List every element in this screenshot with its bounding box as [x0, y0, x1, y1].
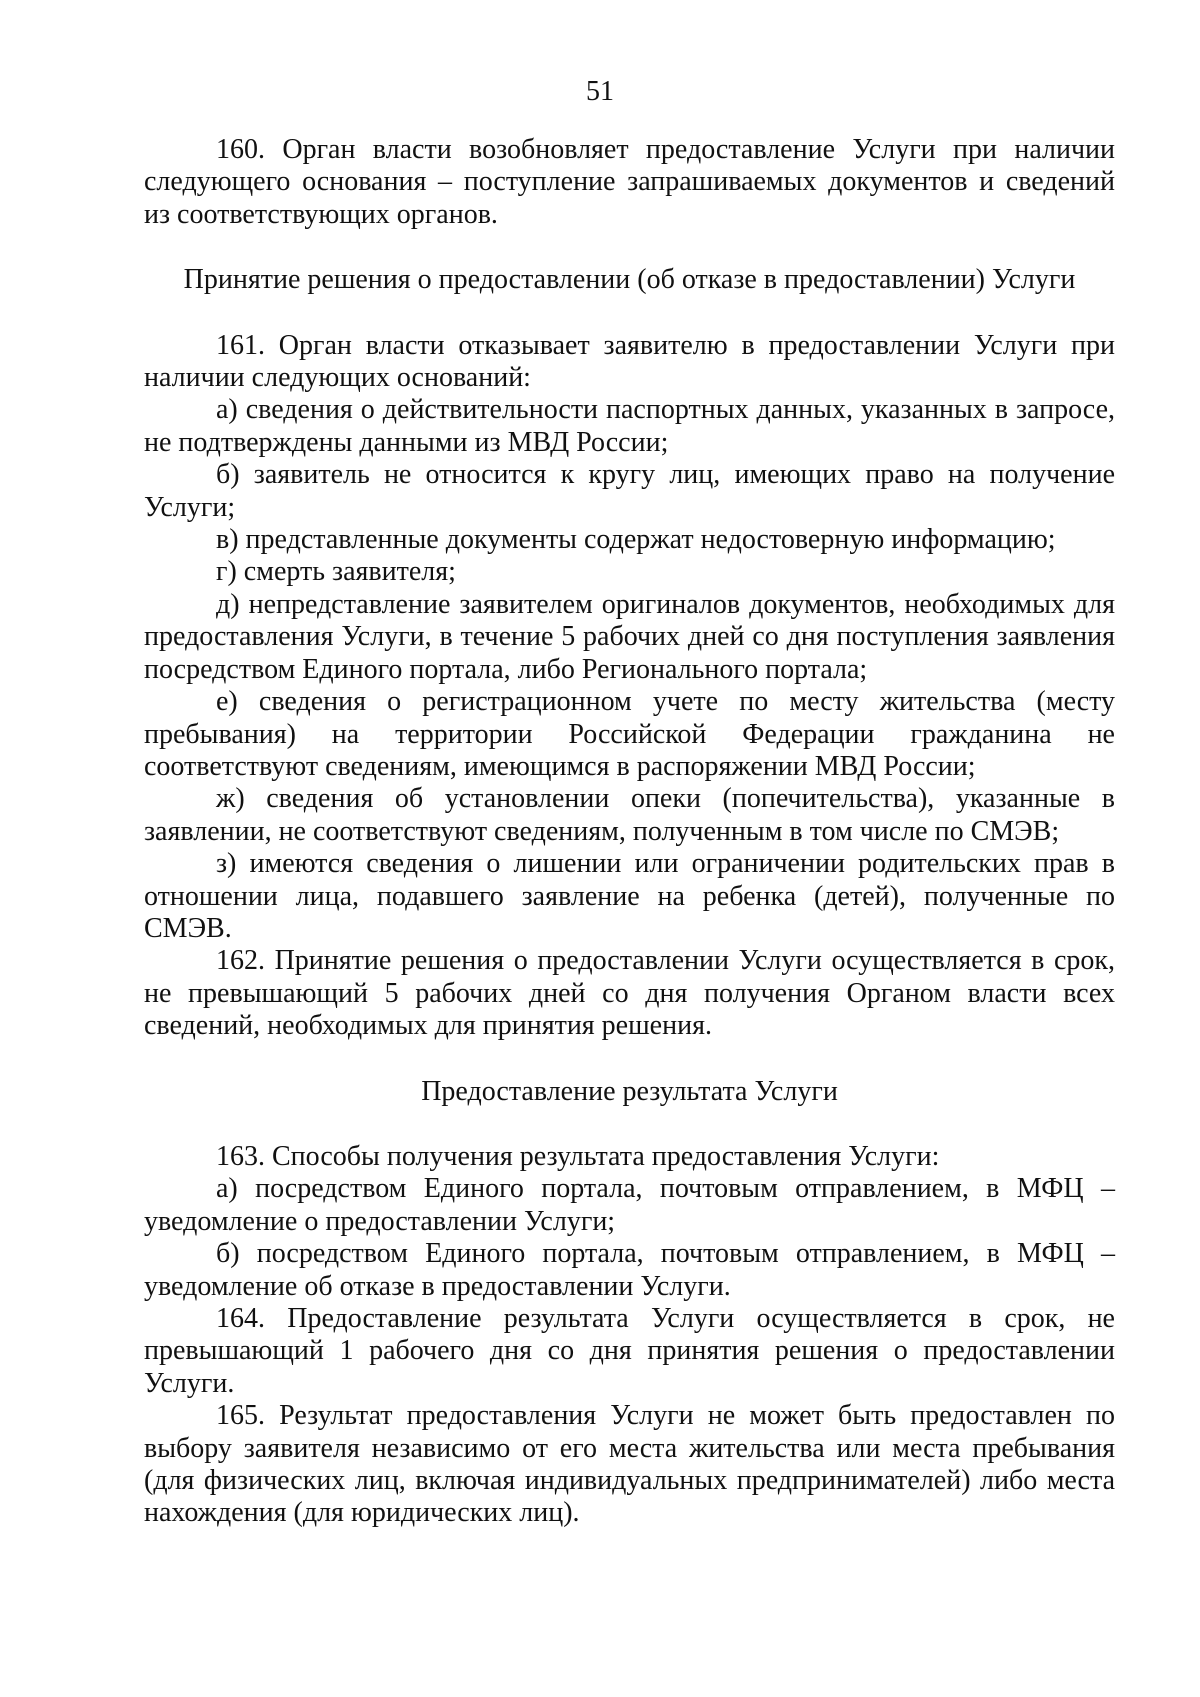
list-item-g: г) смерть заявителя;	[216, 556, 456, 588]
list-item-e: е) сведения о регистрационном учете по месту жительства (месту пребывания) на территории Российской Федерации гражданина не соответствуют сведениям, имеющимся в распоряжении МВД России;	[144, 686, 1115, 782]
paragraph-163: 163. Способы получения результата предоставления Услуги:	[216, 1140, 940, 1172]
paragraph-160: 160. Орган власти возобновляет предоставление Услуги при наличии следующего основания – поступление запрашиваемых документов и сведений из соответствующих органов.	[144, 134, 1115, 230]
list-item-d: д) непредставление заявителем оригиналов документов, необходимых для предоставления Услуги, в течение 5 рабочих дней со дня поступления заявления посредством Единого портала, либо Регионального портала;	[144, 588, 1115, 685]
result-item-a: а) посредством Единого портала, почтовым отправлением, в МФЦ – уведомление о предоставлении Услуги;	[144, 1173, 1115, 1237]
list-item-a: а) сведения о действительности паспортных данных, указанных в запросе, не подтверждены данными из МВД России;	[144, 394, 1115, 458]
page-number: 51	[586, 76, 614, 107]
paragraph-164: 164. Предоставление результата Услуги осуществляется в срок, не превышающий 1 рабочего дня со дня принятия решения о предоставлении Услуги.	[144, 1303, 1115, 1399]
list-item-z: з) имеются сведения о лишении или ограничении родительских прав в отношении лица, подавшего заявление на ребенка (детей), полученные по СМЭВ.	[144, 848, 1115, 944]
document-body	[144, 134, 1115, 1530]
paragraph-161: 161. Орган власти отказывает заявителю в предоставлении Услуги при наличии следующих оснований:	[144, 329, 1115, 394]
paragraph-165: 165. Результат предоставления Услуги не может быть предоставлен по выбору заявителя независимо от его места жительства или места пребывания (для физических лиц, включая индивидуальных предпринимателей) либо места нахождения (для юридических лиц).	[144, 1400, 1115, 1529]
section-heading-result: Предоставление результата Услуги	[421, 1075, 838, 1107]
result-item-b: б) посредством Единого портала, почтовым отправлением, в МФЦ – уведомление об отказе в предоставлении Услуги.	[144, 1238, 1115, 1302]
section-heading-decision: Принятие решения о предоставлении (об отказе в предоставлении) Услуги	[183, 264, 1076, 296]
list-item-v: в) представленные документы содержат недостоверную информацию;	[216, 524, 1056, 556]
list-item-zh: ж) сведения об установлении опеки (попечительства), указанные в заявлении, не соответствуют сведениям, полученным в том числе по СМЭВ;	[144, 783, 1115, 847]
list-item-b: б) заявитель не относится к кругу лиц, имеющих право на получение Услуги;	[144, 459, 1115, 523]
paragraph-162: 162. Принятие решения о предоставлении Услуги осуществляется в срок, не превышающий 5 рабочих дней со дня получения Органом власти всех сведений, необходимых для принятия решения.	[144, 945, 1115, 1042]
